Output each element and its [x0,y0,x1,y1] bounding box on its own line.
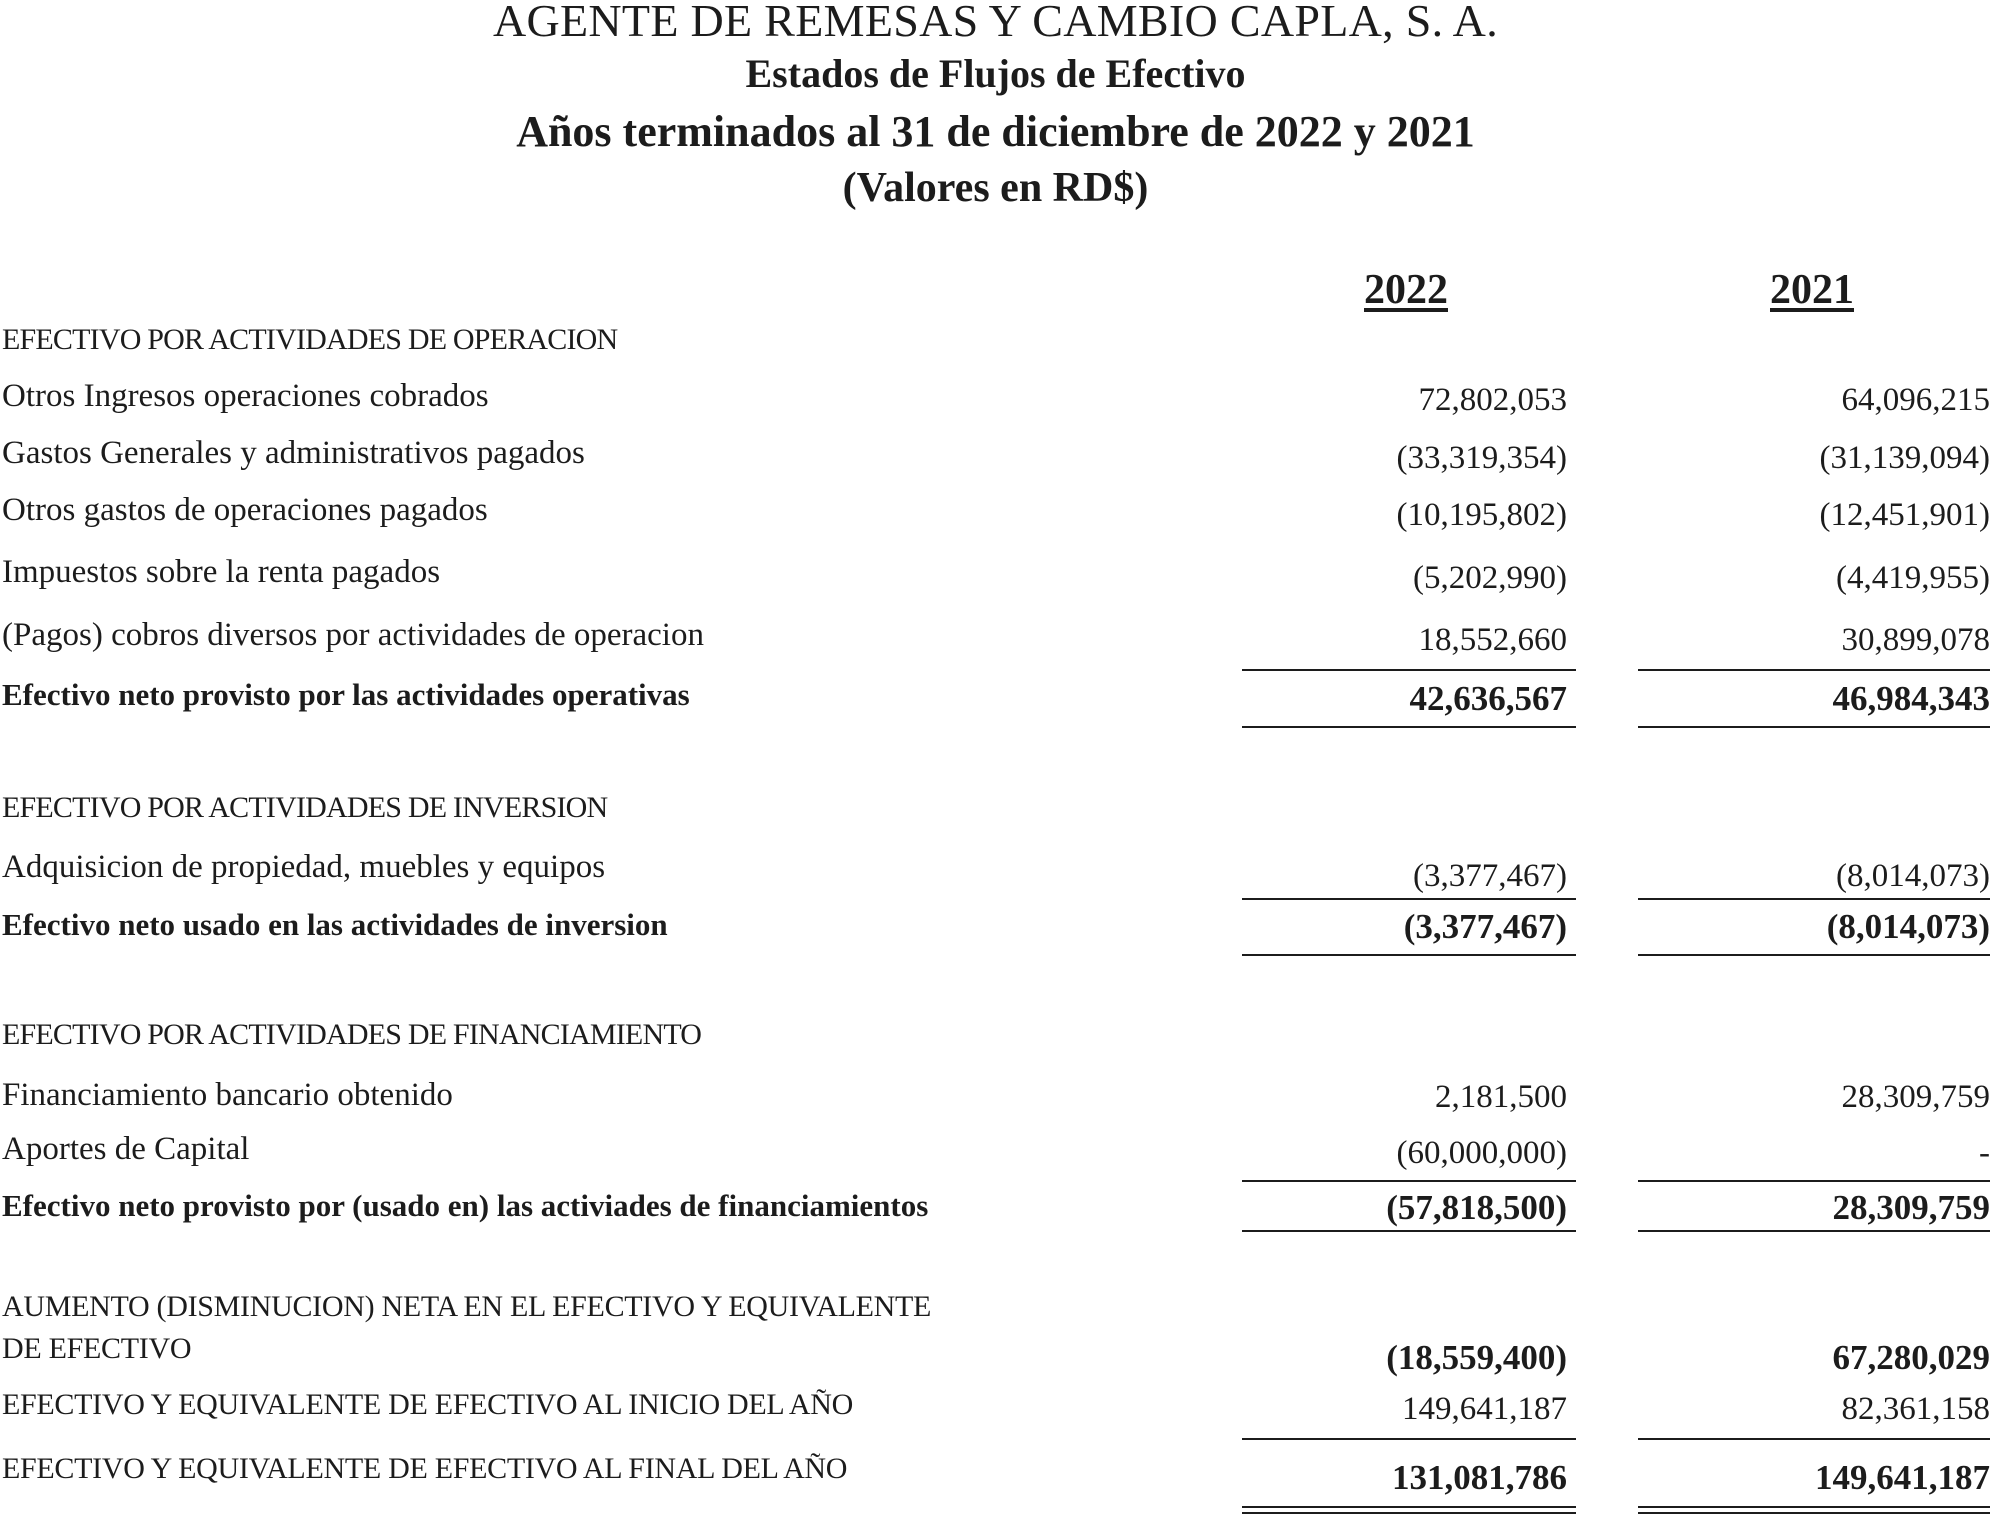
row-label: Financiamiento bancario obtenido [2,1077,453,1113]
total-label: Efectivo neto provisto por (usado en) las activiades de financiamientos [2,1188,929,1223]
double-rule [1638,1506,1990,1508]
double-rule [1242,1506,1576,1508]
total-label: Efectivo neto provisto por las actividades operativas [2,677,690,712]
section-heading-financiamiento: EFECTIVO POR ACTIVIDADES DE FINANCIAMIENTO [2,1018,702,1051]
row-label: Aportes de Capital [2,1131,250,1167]
section-heading-inversion: EFECTIVO POR ACTIVIDADES DE INVERSION [2,791,608,824]
total-rule [1638,726,1990,728]
row-value-2022: 2,181,500 [1435,1079,1567,1115]
row-label: Gastos Generales y administrativos pagados [2,435,585,471]
row-value-2021: (12,451,901) [1819,497,1990,533]
row-label: (Pagos) cobros diversos por actividades de operacion [2,617,704,653]
currency-note: (Valores en RD$) [842,165,1149,211]
subtotal-rule [1242,1438,1576,1440]
row-value-2021: 28,309,759 [1841,1079,1990,1115]
company-name: AGENTE DE REMESAS Y CAMBIO CAPLA, S. A. [492,0,1499,46]
column-header-2021: 2021 [1770,267,1854,313]
subtotal-rule [1242,1180,1576,1182]
row-value-2021: - [1979,1135,1990,1171]
row-value-2021: (31,139,094) [1819,440,1990,476]
statement-title: Estados de Flujos de Efectivo [745,51,1246,96]
row-value-2021: 67,280,029 [1832,1338,1990,1377]
row-label: DE EFECTIVO [2,1332,192,1365]
total-value-2021: 46,984,343 [1832,679,1990,718]
total-rule [1242,726,1576,728]
row-value-2021: 82,361,158 [1841,1391,1990,1427]
row-label: Otros gastos de operaciones pagados [2,492,488,528]
total-rule [1638,954,1990,956]
subtotal-rule [1638,1180,1990,1182]
row-value-2022: (10,195,802) [1396,497,1567,533]
statement-period: Años terminados al 31 de diciembre de 2022 y 2021 [516,107,1475,156]
row-value-2022: (33,319,354) [1396,440,1567,476]
row-label: EFECTIVO Y EQUIVALENTE DE EFECTIVO AL INICIO DEL AÑO [2,1388,853,1421]
total-value-2022: (3,377,467) [1403,907,1567,946]
section-heading-operacion: EFECTIVO POR ACTIVIDADES DE OPERACION [2,323,618,356]
total-value-2021: 28,309,759 [1832,1188,1990,1227]
total-value-2022: (57,818,500) [1386,1188,1567,1227]
row-value-2021: 64,096,215 [1841,382,1990,418]
row-value-2022: 72,802,053 [1418,382,1567,418]
final-value-2021: 149,641,187 [1815,1458,1990,1497]
row-value-2022: 18,552,660 [1418,622,1567,658]
row-label: Otros Ingresos operaciones cobrados [2,378,489,414]
total-value-2021: (8,014,073) [1826,907,1990,946]
subtotal-rule [1242,669,1576,671]
total-rule [1242,954,1576,956]
row-label: EFECTIVO Y EQUIVALENTE DE EFECTIVO AL FINAL DEL AÑO [2,1452,848,1485]
row-value-2021: 30,899,078 [1841,622,1990,658]
row-value-2022: (5,202,990) [1413,560,1567,596]
subtotal-rule [1638,1438,1990,1440]
column-header-2022: 2022 [1364,267,1448,313]
row-label: Adquisicion de propiedad, muebles y equipos [2,849,606,885]
row-label: AUMENTO (DISMINUCION) NETA EN EL EFECTIVO Y EQUIVALENTE [2,1290,932,1323]
total-rule [1242,1230,1576,1232]
total-value-2022: 42,636,567 [1409,679,1567,718]
row-value-2022: (60,000,000) [1396,1135,1567,1171]
row-value-2021: (8,014,073) [1836,858,1990,894]
subtotal-rule [1638,669,1990,671]
row-value-2022: (18,559,400) [1386,1338,1567,1377]
double-rule [1242,1512,1576,1514]
row-value-2022: (3,377,467) [1413,858,1567,894]
row-label: Impuestos sobre la renta pagados [2,554,441,590]
subtotal-rule [1638,898,1990,900]
double-rule [1638,1512,1990,1514]
total-label: Efectivo neto usado en las actividades de inversion [2,907,668,942]
row-value-2021: (4,419,955) [1836,560,1990,596]
total-rule [1638,1230,1990,1232]
subtotal-rule [1242,898,1576,900]
row-value-2022: 149,641,187 [1402,1391,1567,1427]
final-value-2022: 131,081,786 [1392,1458,1567,1497]
